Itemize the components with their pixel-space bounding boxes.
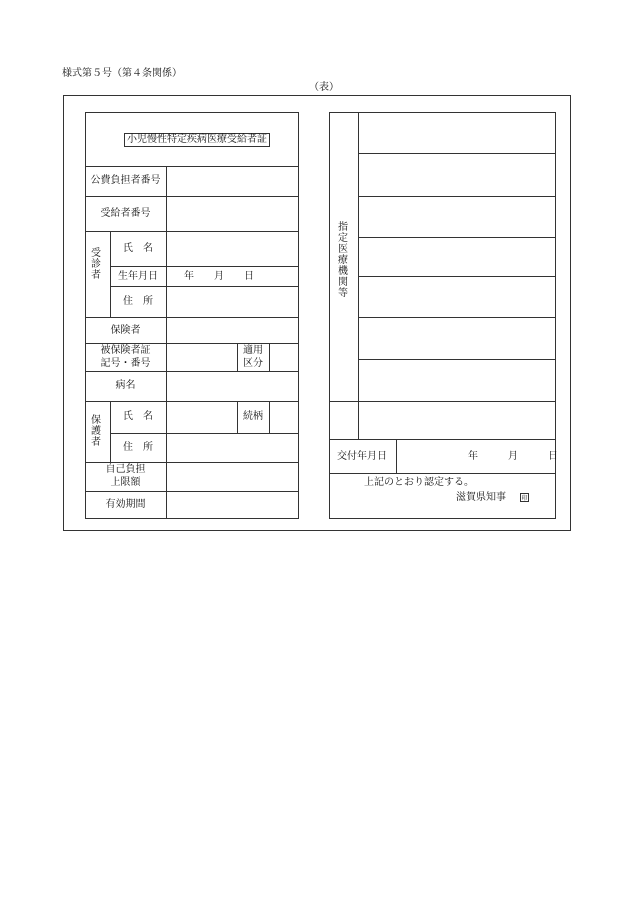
row-line: [358, 237, 556, 238]
row-line: [358, 276, 556, 277]
birthdate-label: 生年月日: [118, 271, 158, 282]
validity-period-label: 有効期間: [105, 499, 146, 510]
row-line: [329, 473, 556, 474]
relationship-label: 続柄: [243, 411, 263, 422]
left-card: [85, 112, 299, 519]
column-line: [269, 343, 270, 371]
issue-date-label: 交付年月日: [337, 451, 387, 462]
birthdate-value: 年 月 日: [184, 271, 254, 282]
insured-id-label-line1: 被保険者証: [100, 345, 151, 356]
row-line: [110, 266, 299, 267]
column-line: [396, 439, 397, 473]
column-line: [269, 401, 270, 433]
insurer-label: 保険者: [110, 325, 141, 336]
issue-date-value: 年 月 日: [468, 451, 558, 462]
row-line: [85, 401, 299, 402]
copay-limit-line2: 上限額: [110, 477, 141, 488]
card-title: 小児慢性特定疾病医療受給者証: [124, 133, 270, 147]
row-line: [85, 491, 299, 492]
applicable-category-line2: 区分: [243, 358, 263, 369]
form-number: 様式第５号（第４条関係）: [62, 68, 182, 79]
recipient-number-label: 受給者番号: [100, 208, 151, 219]
seal-mark: 印: [521, 495, 528, 502]
row-line: [358, 317, 556, 318]
column-line: [166, 166, 167, 519]
row-line: [329, 439, 556, 440]
patient-address-label: 住 所: [123, 296, 153, 307]
guardian-address-label: 住 所: [123, 442, 153, 453]
patient-name-label: 氏 名: [123, 243, 153, 254]
row-line: [85, 196, 299, 197]
governor-label: 滋賀県知事: [456, 492, 506, 503]
public-payer-number-label: 公費負担者番号: [90, 175, 161, 186]
row-line: [110, 433, 299, 434]
certification-text: 上記のとおり認定する。: [364, 477, 474, 488]
insured-id-label-line2: 記号・番号: [100, 358, 151, 369]
disease-name-label: 病名: [115, 380, 136, 391]
row-line: [85, 371, 299, 372]
row-line: [85, 462, 299, 463]
applicable-category-line1: 適用: [243, 345, 263, 356]
side-label: （表）: [309, 82, 339, 93]
row-line: [358, 153, 556, 154]
copay-limit-line1: 自己負担: [105, 464, 146, 475]
row-line: [85, 166, 299, 167]
guardian-group-label: 保護者: [91, 415, 101, 448]
row-line: [85, 317, 299, 318]
row-line: [358, 196, 556, 197]
row-line: [110, 286, 299, 287]
designated-institutions-label: 指定医療機関等: [338, 222, 348, 299]
row-line: [329, 401, 556, 402]
guardian-name-label: 氏 名: [123, 411, 153, 422]
patient-group-label: 受診者: [91, 248, 101, 281]
row-line: [358, 359, 556, 360]
row-line: [85, 343, 299, 344]
row-line: [85, 231, 299, 232]
